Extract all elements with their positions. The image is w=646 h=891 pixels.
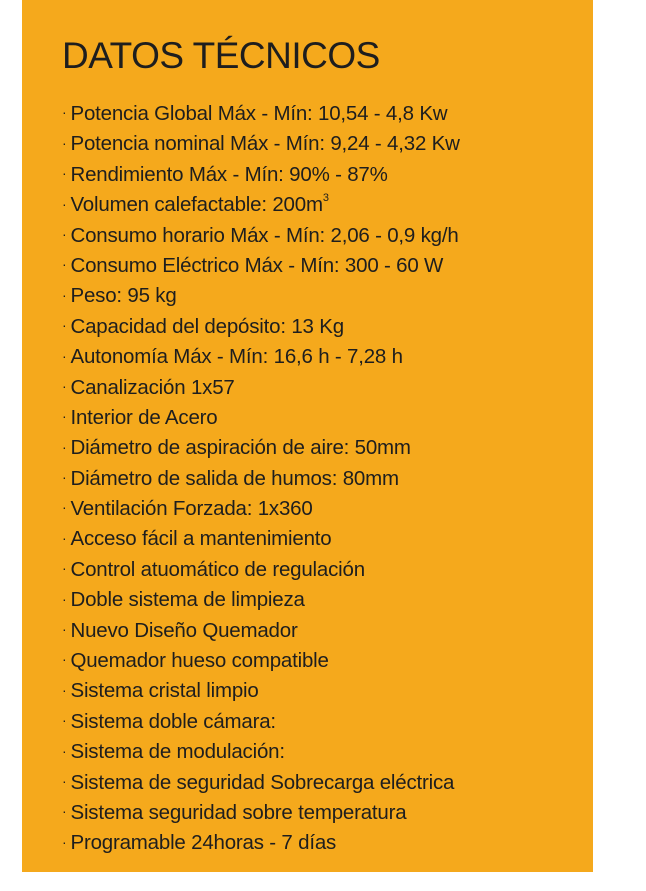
bullet-dot-icon: · bbox=[62, 134, 67, 151]
spec-item bbox=[62, 221, 593, 251]
spec-item bbox=[62, 99, 593, 129]
bullet-dot-icon: · bbox=[62, 803, 67, 820]
bullet-dot-icon: · bbox=[62, 712, 67, 729]
bullet-dot-icon: · bbox=[62, 772, 67, 789]
spec-text: Diámetro de salida de humos: 80mm bbox=[70, 466, 399, 490]
spec-text: Acceso fácil a mantenimiento bbox=[70, 527, 332, 551]
bullet-dot-icon: · bbox=[62, 347, 67, 364]
bullet-dot-icon: · bbox=[62, 560, 67, 577]
spec-text: Doble sistema de limpieza bbox=[70, 588, 305, 612]
spec-text: Volumen calefactable: 200m bbox=[70, 193, 323, 217]
bullet-dot-icon: · bbox=[62, 590, 67, 607]
bullet-dot-icon: · bbox=[62, 225, 67, 242]
spec-text: Potencia nominal Máx - Mín: 9,24 - 4,32 Kw bbox=[70, 132, 460, 156]
spec-item bbox=[62, 373, 593, 403]
spec-item bbox=[62, 616, 593, 646]
spec-item bbox=[62, 129, 593, 159]
spec-text: Sistema de seguridad Sobrecarga eléctrica bbox=[70, 770, 455, 794]
spec-text: Capacidad del depósito: 13 Kg bbox=[70, 314, 344, 338]
spec-item bbox=[62, 798, 593, 828]
spec-text: Potencia Global Máx - Mín: 10,54 - 4,8 Kw bbox=[70, 102, 448, 125]
spec-item bbox=[62, 585, 593, 615]
spec-item bbox=[62, 464, 593, 494]
spec-text: Sistema seguridad sobre temperatura bbox=[70, 800, 407, 824]
bullet-dot-icon: · bbox=[62, 286, 67, 303]
spec-text: Nuevo Diseño Quemador bbox=[70, 618, 298, 642]
spec-text: Consumo horario Máx - Mín: 2,06 - 0,9 kg/h bbox=[70, 223, 459, 247]
spec-text: Peso: 95 kg bbox=[70, 284, 177, 308]
spec-item bbox=[62, 646, 593, 676]
spec-item bbox=[62, 737, 593, 767]
spec-item bbox=[62, 828, 593, 858]
bullet-dot-icon: · bbox=[62, 621, 67, 638]
spec-text: Rendimiento Máx - Mín: 90% - 87% bbox=[70, 162, 388, 186]
bullet-dot-icon: · bbox=[62, 742, 67, 759]
spec-item bbox=[62, 524, 593, 554]
bullet-dot-icon: · bbox=[62, 681, 67, 698]
spec-text: Sistema de modulación: bbox=[70, 740, 285, 764]
bullet-dot-icon: · bbox=[62, 165, 67, 182]
bullet-dot-icon: · bbox=[62, 499, 67, 516]
spec-item bbox=[62, 190, 593, 220]
spec-list bbox=[62, 99, 593, 859]
spec-text: Ventilación Forzada: 1x360 bbox=[70, 497, 313, 521]
spec-item bbox=[62, 494, 593, 524]
spec-text: Programable 24horas - 7 días bbox=[70, 831, 337, 855]
spec-text: Interior de Acero bbox=[70, 405, 218, 429]
spec-text: Autonomía Máx - Mín: 16,6 h - 7,28 h bbox=[70, 345, 403, 369]
spec-text: Sistema doble cámara: bbox=[70, 709, 276, 733]
spec-text: Canalización 1x57 bbox=[70, 375, 235, 399]
bullet-dot-icon: · bbox=[62, 651, 67, 668]
spec-text: Control atuomático de regulación bbox=[70, 557, 365, 581]
bullet-dot-icon: · bbox=[62, 408, 67, 425]
spec-item bbox=[62, 403, 593, 433]
spec-item bbox=[62, 160, 593, 190]
bullet-dot-icon: · bbox=[62, 438, 67, 455]
bullet-dot-icon: · bbox=[62, 317, 67, 334]
spec-item bbox=[62, 555, 593, 585]
spec-item bbox=[62, 342, 593, 372]
spec-item bbox=[62, 281, 593, 311]
spec-item bbox=[62, 312, 593, 342]
spec-item bbox=[62, 676, 593, 706]
bullet-dot-icon: · bbox=[62, 377, 67, 394]
spec-item bbox=[62, 251, 593, 281]
technical-data-panel bbox=[22, 0, 593, 872]
bullet-dot-icon: · bbox=[62, 529, 67, 546]
spec-text: Consumo Eléctrico Máx - Mín: 300 - 60 W bbox=[70, 253, 444, 277]
spec-item bbox=[62, 707, 593, 737]
spec-text: Quemador hueso compatible bbox=[70, 649, 329, 673]
spec-item bbox=[62, 433, 593, 463]
volume-exponent: 3 bbox=[322, 192, 329, 205]
bullet-dot-icon: · bbox=[62, 469, 67, 486]
bullet-dot-icon: · bbox=[62, 104, 67, 121]
bullet-dot-icon: · bbox=[62, 256, 67, 273]
spec-text: Sistema cristal limpio bbox=[70, 679, 259, 703]
bullet-dot-icon: · bbox=[62, 195, 67, 212]
bullet-dot-icon: · bbox=[62, 833, 67, 850]
spec-text: Diámetro de aspiración de aire: 50mm bbox=[70, 436, 411, 460]
spec-item bbox=[62, 768, 593, 798]
page-title: DATOS TÉCNICOS bbox=[62, 35, 380, 76]
